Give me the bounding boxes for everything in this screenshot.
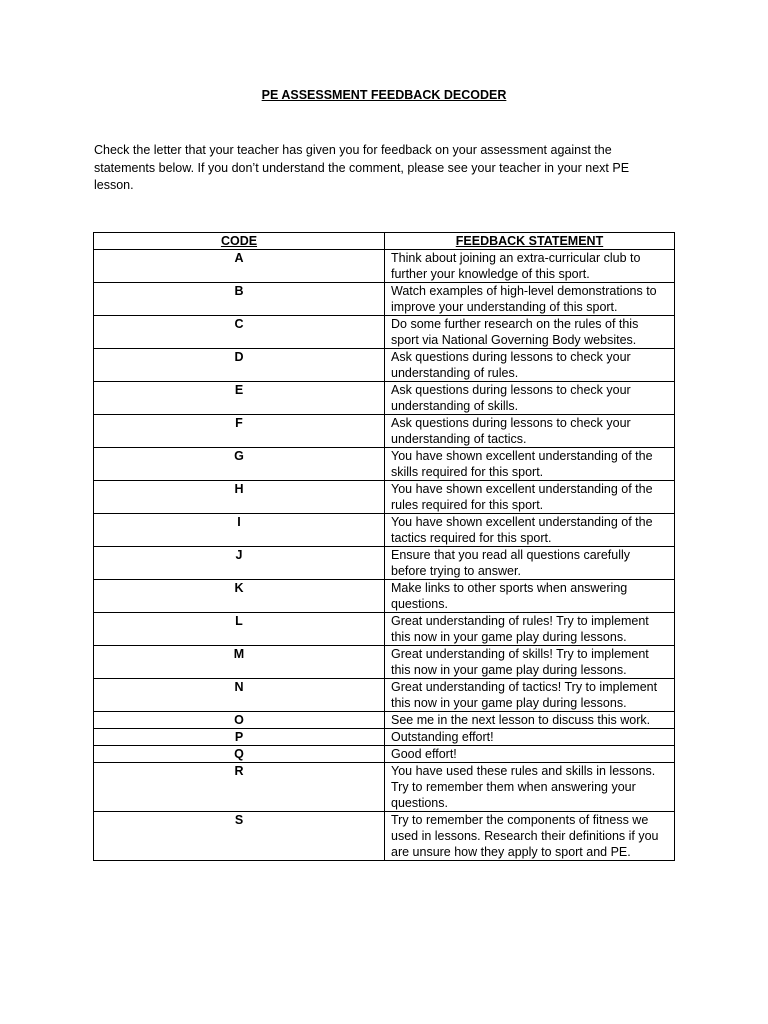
- feedback-code: K: [94, 580, 385, 613]
- feedback-code: F: [94, 415, 385, 448]
- feedback-code: Q: [94, 746, 385, 763]
- code-column-header: CODE: [94, 233, 385, 250]
- table-row: [94, 712, 675, 729]
- feedback-code: B: [94, 283, 385, 316]
- table-row: [94, 514, 675, 547]
- feedback-statement: You have shown excellent understanding of the rules required for this sport.: [385, 481, 675, 514]
- feedback-code: D: [94, 349, 385, 382]
- feedback-statement: Ask questions during lessons to check your understanding of rules.: [385, 349, 675, 382]
- feedback-statement: Great understanding of rules! Try to implement this now in your game play during lessons.: [385, 613, 675, 646]
- feedback-statement: Great understanding of tactics! Try to implement this now in your game play during lessons.: [385, 679, 675, 712]
- table-row: [94, 646, 675, 679]
- table-row: [94, 812, 675, 861]
- feedback-statement: Ask questions during lessons to check your understanding of tactics.: [385, 415, 675, 448]
- feedback-code: P: [94, 729, 385, 746]
- table-row: [94, 250, 675, 283]
- feedback-table: [93, 232, 675, 861]
- feedback-code: R: [94, 763, 385, 812]
- statement-column-header: FEEDBACK STATEMENT: [385, 233, 675, 250]
- table-header-row: [94, 233, 675, 250]
- feedback-code: E: [94, 382, 385, 415]
- document-title: PE ASSESSMENT FEEDBACK DECODER: [261, 88, 507, 102]
- feedback-statement: Try to remember the components of fitness we used in lessons. Research their definitions if you are unsure how they apply to sport and PE.: [385, 812, 675, 861]
- feedback-statement: You have shown excellent understanding of the skills required for this sport.: [385, 448, 675, 481]
- table-row: [94, 283, 675, 316]
- feedback-code: J: [94, 547, 385, 580]
- table-row: [94, 613, 675, 646]
- feedback-statement: Outstanding effort!: [385, 729, 675, 746]
- table-row: [94, 382, 675, 415]
- feedback-statement: Great understanding of skills! Try to implement this now in your game play during lessons.: [385, 646, 675, 679]
- feedback-code: C: [94, 316, 385, 349]
- table-row: [94, 580, 675, 613]
- feedback-code: G: [94, 448, 385, 481]
- feedback-code: O: [94, 712, 385, 729]
- feedback-code: H: [94, 481, 385, 514]
- table-row: [94, 448, 675, 481]
- table-row: [94, 679, 675, 712]
- feedback-code: L: [94, 613, 385, 646]
- feedback-statement: Make links to other sports when answering questions.: [385, 580, 675, 613]
- table-row: [94, 746, 675, 763]
- table-row: [94, 547, 675, 580]
- feedback-statement: Good effort!: [385, 746, 675, 763]
- table-row: [94, 729, 675, 746]
- intro-paragraph: Check the letter that your teacher has given you for feedback on your assessment against the statements below. If you don’t understand the comment, please see your teacher in your next PE lesson.: [94, 143, 630, 192]
- table-row: [94, 415, 675, 448]
- feedback-code: M: [94, 646, 385, 679]
- feedback-statement: See me in the next lesson to discuss this work.: [385, 712, 675, 729]
- feedback-statement: Ensure that you read all questions carefully before trying to answer.: [385, 547, 675, 580]
- table-row: [94, 316, 675, 349]
- feedback-statement: Watch examples of high-level demonstrations to improve your understanding of this sport.: [385, 283, 675, 316]
- table-row: [94, 481, 675, 514]
- table-row: [94, 763, 675, 812]
- feedback-code: N: [94, 679, 385, 712]
- feedback-code: A: [94, 250, 385, 283]
- feedback-statement: Ask questions during lessons to check your understanding of skills.: [385, 382, 675, 415]
- table-row: [94, 349, 675, 382]
- feedback-statement: You have shown excellent understanding of the tactics required for this sport.: [385, 514, 675, 547]
- feedback-code: I: [94, 514, 385, 547]
- feedback-code: S: [94, 812, 385, 861]
- feedback-statement: You have used these rules and skills in lessons. Try to remember them when answering your questions.: [385, 763, 675, 812]
- feedback-statement: Do some further research on the rules of this sport via National Governing Body websites.: [385, 316, 675, 349]
- feedback-statement: Think about joining an extra-curricular club to further your knowledge of this sport.: [385, 250, 675, 283]
